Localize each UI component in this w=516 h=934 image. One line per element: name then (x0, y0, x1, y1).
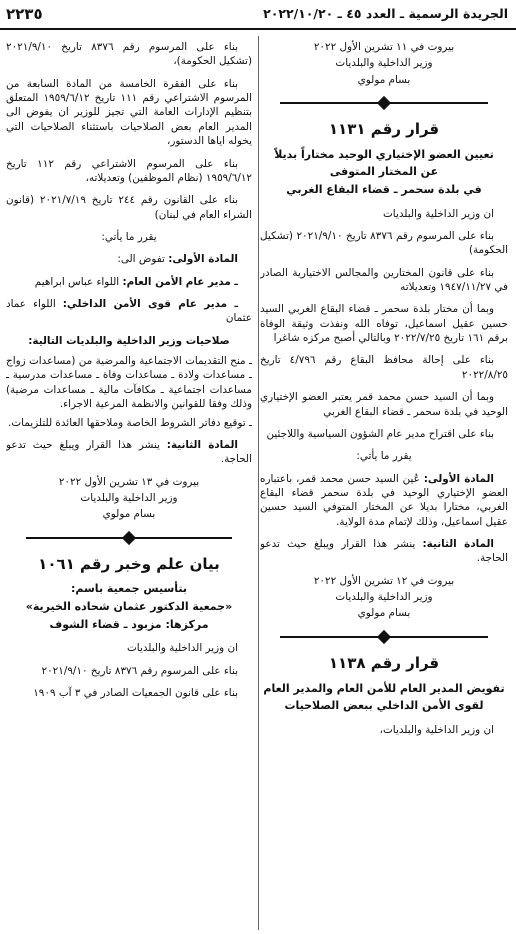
decision-1131-title (260, 146, 508, 199)
paragraph: بناء على القانون رقم ٢٤٤ تاريخ ٢٠٢١/٧/١٩ (قانون الشراء العام في لبنان) (6, 194, 252, 221)
decision-1138-title (260, 680, 508, 715)
delegate-1 (6, 275, 252, 289)
delegate-name: اللواء عباس ابراهيم (34, 275, 120, 288)
sign-minister: وزير الداخلية والبلديات (80, 491, 178, 504)
article-text: عُين السيد حسن محمد قمر، باعتباره العضو الإختياري الوحيد في بلدة سحمر قضاء البقاع الغربي، مختارا بديلا عن المختار المتوفي السيد حسين عقيل اسماعيل، وذلك لإتمام مدة الولاية. (260, 472, 508, 528)
section-separator (260, 97, 508, 109)
sign-name: بسام مولوي (102, 508, 156, 521)
paragraph: ان وزير الداخلية والبلديات (127, 642, 238, 655)
gazette-title: الجريدة الرسمية ـ العدد ٤٥ ـ ٢٠٢٢/١٠/٢٠ (263, 6, 508, 21)
sign-date: بيروت في ١١ تشرين الأول ٢٠٢٢ (313, 41, 455, 53)
notice-1061-title-line: بتأسيس جمعية باسم: (70, 582, 188, 596)
paragraph: بناء على المرسوم رقم ٨٣٧٦ تاريخ ٢٠٢١/٩/١٠ (تشكيل الحكومة)، (6, 41, 252, 68)
powers-heading: صلاحيات وزير الداخلية والبلديات التالية: (28, 334, 230, 347)
article-1 (6, 252, 252, 266)
right-column (260, 40, 508, 930)
paragraph: وبما أن مختار بلدة سحمر ـ قضاء البقاع الغربي السيد حسين عقيل اسماعيل، توفاه الله ونفذت وثيقة الوفاة برقم ١٦١ تاريخ ٢٠٢٢/٧/٢٥ وبالتالي أصبح مركزه شاغرا (260, 303, 508, 345)
section-separator (260, 631, 508, 643)
sign-name: بسام مولوي (357, 607, 411, 620)
delegate-name: اللواء عماد عثمان (6, 298, 252, 325)
article-2 (6, 438, 252, 467)
delegate-2 (6, 297, 252, 326)
left-column (6, 40, 252, 930)
delegate-label: ـ مدير عام الأمن العام: (122, 275, 238, 288)
paragraph: ان وزير الداخلية والبلديات، (379, 723, 494, 736)
paragraph: وبما أن السيد حسن محمد قمر يعتبر العضو الإختياري الوحيد في بلدة سحمر ـ قضاء البقاع الغربي (260, 391, 508, 418)
paragraph: بناء على إحالة محافظ البقاع رقم ٤/٧٩٦ تاريخ ٢٠٢٢/٨/٢٥ (260, 354, 508, 381)
article-text: تفوض الى: (117, 253, 165, 266)
notice-1061-title-line: «جمعية الدكتور عثمان شحاده الخيرية» (25, 599, 233, 613)
list-item: ـ منح التقديمات الاجتماعية والمرضية من (مساعدات زواج ـ مساعدات ولادة ـ مساعدات وفاة ـ مساعدات مدرسية ـ مساعدات اجتماعية ـ مكافآت مالية ـ مساعدات مرضية) وذلك وفقا للقوانين والانظمة المرعية الاجراء. (6, 355, 252, 411)
decision-1131-title-line: في بلدة سحمر ـ قضاء البقاع الغربي (286, 182, 482, 196)
sign-minister: وزير الداخلية والبلديات (335, 591, 433, 604)
article-label: المادة الثانية: (166, 438, 238, 451)
decision-1131-number: قرار رقم ١١٣١ (328, 120, 440, 139)
decision-1138-number: قرار رقم ١١٣٨ (328, 653, 440, 672)
decision-1138-title-line: لقوى الأمن الداخلي ببعض الصلاحيات (284, 699, 484, 713)
paragraph: بناء على قانون المختارين والمجالس الاختيارية الصادر في ١٩٤٧/١١/٢٧ وتعديلاته (260, 266, 508, 293)
notice-1061-number: بيان علم وخبر رقم ١٠٦١ (38, 554, 220, 573)
paragraph: ان وزير الداخلية والبلديات (383, 207, 494, 220)
decision-1131-title-line: تعيين العضو الإختياري الوحيد مختاراً بديلاً (274, 147, 494, 161)
paragraph: بناء على اقتراح مدير عام الشؤون السياسية واللاجئين (266, 427, 494, 440)
sign-minister: وزير الداخلية والبلديات (335, 57, 433, 70)
sign-date: بيروت في ١٣ تشرين الأول ٢٠٢٢ (58, 475, 200, 488)
paragraph: بناء على الفقرة الخامسة من المادة السابعة من المرسوم الاشتراعي رقم ١١١ تاريخ ١٩٥٩/٦/١٢ المتعلق بتنظيم الإدارات العامة التي تجيز للوزير ان يفوض الى المدير العام بعض الصلاحيات باستثناء الصلاحيات التي يخوله اياها الدستور، (6, 77, 252, 148)
decision-1138-title-line: تفويض المدير العام للأمن العام والمدير العام (263, 681, 505, 695)
paragraph: بناء على المرسوم الاشتراعي رقم ١١٢ تاريخ ١٩٥٩/٦/١٢ (نظام الموظفين) وتعديلاته، (6, 157, 252, 184)
delegate-label: ـ مدير عام قوى الأمن الداخلي: (62, 298, 239, 311)
article-text: ينشر هذا القرار ويبلغ حيث تدعو الحاجة. (260, 538, 508, 565)
powers-list (6, 354, 252, 430)
paragraph: بناء على قانون الجمعيات الصادر في ٣ آب ١٩٠٩ (33, 686, 238, 699)
sign-date: بيروت في ١٢ تشرين الأول ٢٠٢٢ (313, 574, 455, 587)
article-1 (260, 472, 508, 529)
paragraph: بناء على المرسوم رقم ٨٣٧٦ تاريخ ٢٠٢١/٩/١٠ (41, 664, 238, 677)
decision-1131-title-line: عن المختار المتوفى (329, 165, 439, 179)
page-number: ٢٢٣٥ (6, 5, 43, 23)
paragraph: بناء على المرسوم رقم ٨٣٧٦ تاريخ ٢٠٢١/٩/١٠ (تشكيل الحكومة) (260, 229, 508, 257)
article-text: ينشر هذا القرار ويبلغ حيث تدعو الحاجة. (6, 438, 252, 466)
article-label: المادة الأولى: (168, 253, 238, 266)
article-2 (260, 537, 508, 566)
decides-line: يقرر ما يأتي: (101, 230, 157, 243)
article-label: المادة الثانية: (422, 538, 494, 551)
page-header (0, 0, 516, 30)
article-label: المادة الأولى: (423, 472, 494, 485)
decides-line: يقرر ما يأتي: (356, 450, 412, 463)
section-separator (6, 532, 252, 544)
notice-1061-title-line: مركزها: مزبود ـ قضاء الشوف (49, 617, 209, 631)
notice-1061-title (6, 580, 252, 633)
sign-name: بسام مولوي (357, 73, 411, 86)
column-divider (258, 36, 259, 930)
list-item: ـ توقيع دفاتر الشروط الخاصة وملاحقها العائدة للتلزيمات. (8, 416, 252, 429)
